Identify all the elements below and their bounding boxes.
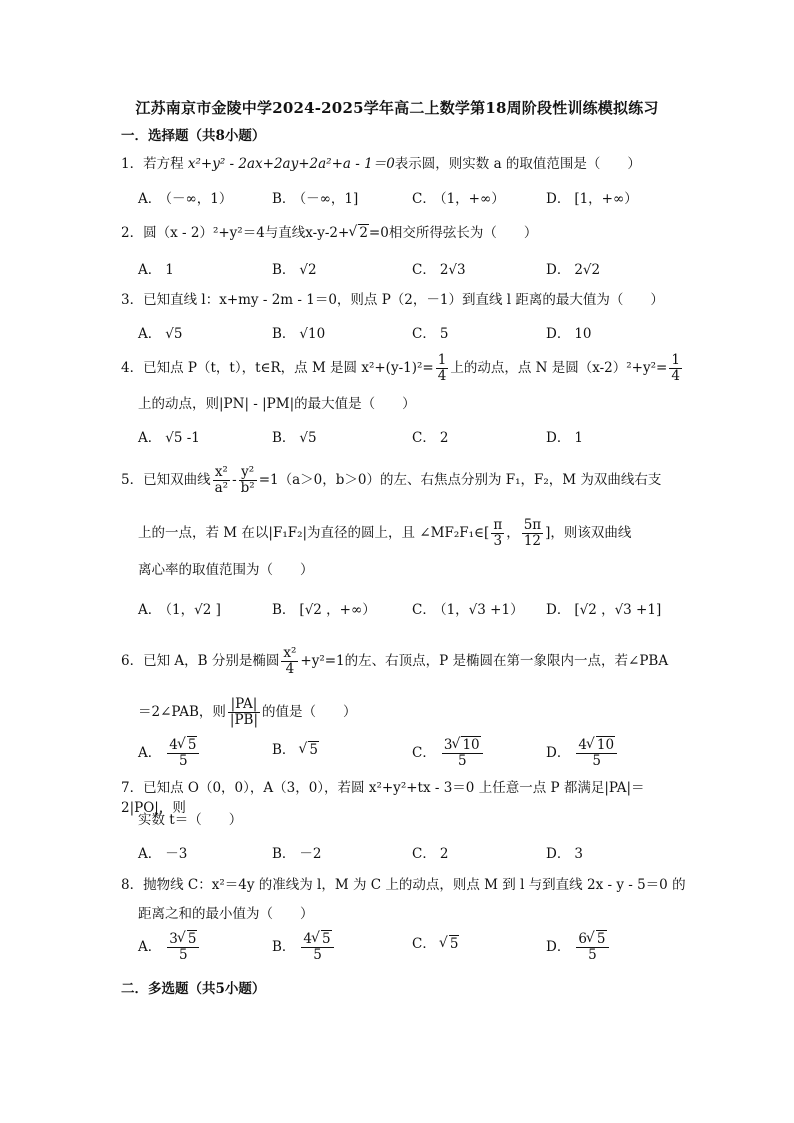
option-a[interactable]: A． （1，√2 ] — [138, 602, 221, 618]
option-c[interactable]: C．√ 5 — [412, 932, 459, 952]
fraction: $\frac{|PA|}{|PB|}$ — [229, 696, 259, 728]
option-b[interactable]: B． $\frac{4√ 5}{5}$ — [272, 932, 336, 963]
option-c[interactable]: C． 2 — [412, 846, 449, 862]
fraction: $\frac{5\pi}{12}$ — [523, 517, 542, 549]
fraction: $\frac{1}{4}$ — [671, 352, 680, 384]
question-1: 1．若方程 x²+y² - 2ax+2ay+2a²+a - 1＝0表示圆，则实数 a 的取值范围是（ ） — [121, 156, 641, 172]
option-a[interactable]: A． －3 — [138, 846, 188, 862]
sqrt-symbol: √ 2 — [349, 223, 369, 243]
page-title: 江苏南京市金陵中学2024-2025学年高二上数学第18周阶段性训练模拟练习 — [135, 99, 659, 117]
option-d[interactable]: D． 2√2 — [546, 262, 601, 278]
option-d[interactable]: D． 1 — [546, 430, 583, 446]
option-a[interactable]: A． √5 -1 — [138, 430, 200, 446]
options-q1 — [138, 187, 698, 209]
option-a[interactable]: A． 1 — [138, 262, 174, 278]
question-4-cont: 上的动点，则|PN| - |PM|的最大值是（ ） — [138, 396, 416, 412]
option-a[interactable]: A． （－∞，1） — [138, 191, 233, 207]
question-5: 5．已知双曲线 $\frac{\text{x²}}{\text{a²}}$ - $\frac{\text{y²}}{\text{b²}}$ =1（a＞0，b＞0）的左、右焦点分别为 F₁，F₂，M 为双曲线右支 — [121, 464, 662, 496]
option-b[interactable]: B． －2 — [272, 846, 322, 862]
option-c[interactable]: C． $\frac{3√ 10}{5}$ — [412, 738, 485, 769]
question-number: 1． — [121, 156, 144, 172]
option-d[interactable]: D． 3 — [546, 846, 583, 862]
option-d[interactable]: D． [√2 ，√3 +1] — [546, 602, 662, 618]
question-5-cont-2: 离心率的取值范围为（ ） — [138, 562, 314, 578]
option-d[interactable]: D． [1，+∞） — [546, 191, 638, 207]
option-d[interactable]: D． 10 — [546, 326, 592, 342]
option-c[interactable]: C． 5 — [412, 326, 449, 342]
option-c[interactable]: C． （1，+∞） — [412, 191, 505, 207]
options-q5 — [138, 598, 698, 620]
question-2: 2．圆（x - 2）²+y²＝4与直线x-y-2+√ 2=0相交所得弦长为（ ） — [121, 223, 681, 243]
fraction: $\frac{\text{x²}}{4}$ — [283, 645, 297, 677]
fraction: $\frac{\pi}{3}$ — [493, 517, 503, 549]
option-a[interactable]: A． $\frac{4√ 5}{5}$ — [138, 738, 201, 769]
fraction: $\frac{1}{4}$ — [437, 352, 447, 384]
fraction: $\frac{\text{x²}}{\text{a²}}$ — [214, 464, 229, 496]
section-heading-multiple-choice: 二．多选题（共5小题） — [121, 981, 266, 997]
options-q6 — [138, 738, 698, 772]
options-q2 — [138, 258, 698, 280]
option-b[interactable]: B． （－∞，1] — [272, 191, 359, 207]
option-c[interactable]: C． 2 — [412, 430, 449, 446]
option-b[interactable]: B． √10 — [272, 326, 326, 342]
option-a[interactable]: A． √5 — [138, 326, 183, 342]
options-q3 — [138, 322, 698, 344]
option-d[interactable]: D． $\frac{6√ 5}{5}$ — [546, 932, 611, 963]
question-4: 4．已知点 P（t，t），t∈R，点 M 是圆 x²+(y-1)²= $\frac{1}{4}$ 上的动点，点 N 是圆（x-2）²+y²= $\frac{1}{4}$ — [121, 352, 680, 384]
option-d[interactable]: D． $\frac{4√ 10}{5}$ — [546, 738, 619, 769]
option-b[interactable]: B． √5 — [272, 430, 317, 446]
options-q8 — [138, 932, 698, 966]
question-7: 7．已知点 O（0，0），A（3，0），若圆 x²+y²+tx - 3＝0 上任意一点 P 都满足|PA|＝2|PO|，则 — [121, 780, 645, 816]
option-b[interactable]: B． [√2 ，+∞） — [272, 602, 376, 618]
options-q4 — [138, 426, 698, 448]
options-q7 — [138, 842, 698, 864]
equation: x²+y² - 2ax+2ay+2a²+a - 1＝0 — [187, 156, 395, 172]
option-c[interactable]: C． 2√3 — [412, 262, 466, 278]
question-8: 8．抛物线 C：x²＝4y 的准线为 l，M 为 C 上的动点，则点 M 到 l 与到直线 2x - y - 5＝0 的 — [121, 877, 686, 893]
fraction: $\frac{\text{y²}}{\text{b²}}$ — [240, 464, 255, 496]
question-7-cont: 实数 t＝（ ） — [138, 812, 243, 828]
question-5-cont: 上的一点，若 M 在以|F₁F₂|为直径的圆上，且 ∠MF₂F₁∈[ $\frac{\pi}{3}$ ， $\frac{5\pi}{12}$ ]，则该双曲线 — [138, 517, 632, 549]
option-c[interactable]: C． （1，√3 +1） — [412, 602, 524, 618]
option-b[interactable]: B． √2 — [272, 262, 317, 278]
section-heading-single-choice: 一．选择题（共8小题） — [121, 128, 266, 144]
question-6-cont: ＝2∠PAB，则 $\frac{|PA|}{|PB|}$ 的值是（ ） — [138, 696, 357, 728]
option-b[interactable]: B．√ 5 — [272, 738, 319, 758]
question-3: 3．已知直线 l：x+my - 2m - 1＝0，则点 P（2，－1）到直线 l 距离的最大值为（ ） — [121, 292, 664, 308]
question-8-cont: 距离之和的最小值为（ ） — [138, 906, 314, 922]
option-a[interactable]: A． $\frac{3√ 5}{5}$ — [138, 932, 201, 963]
question-6: 6．已知 A，B 分别是椭圆 $\frac{\text{x²}}{4}$ +y²=1的左、右顶点，P 是椭圆在第一象限内一点，若∠PBA — [121, 645, 669, 677]
